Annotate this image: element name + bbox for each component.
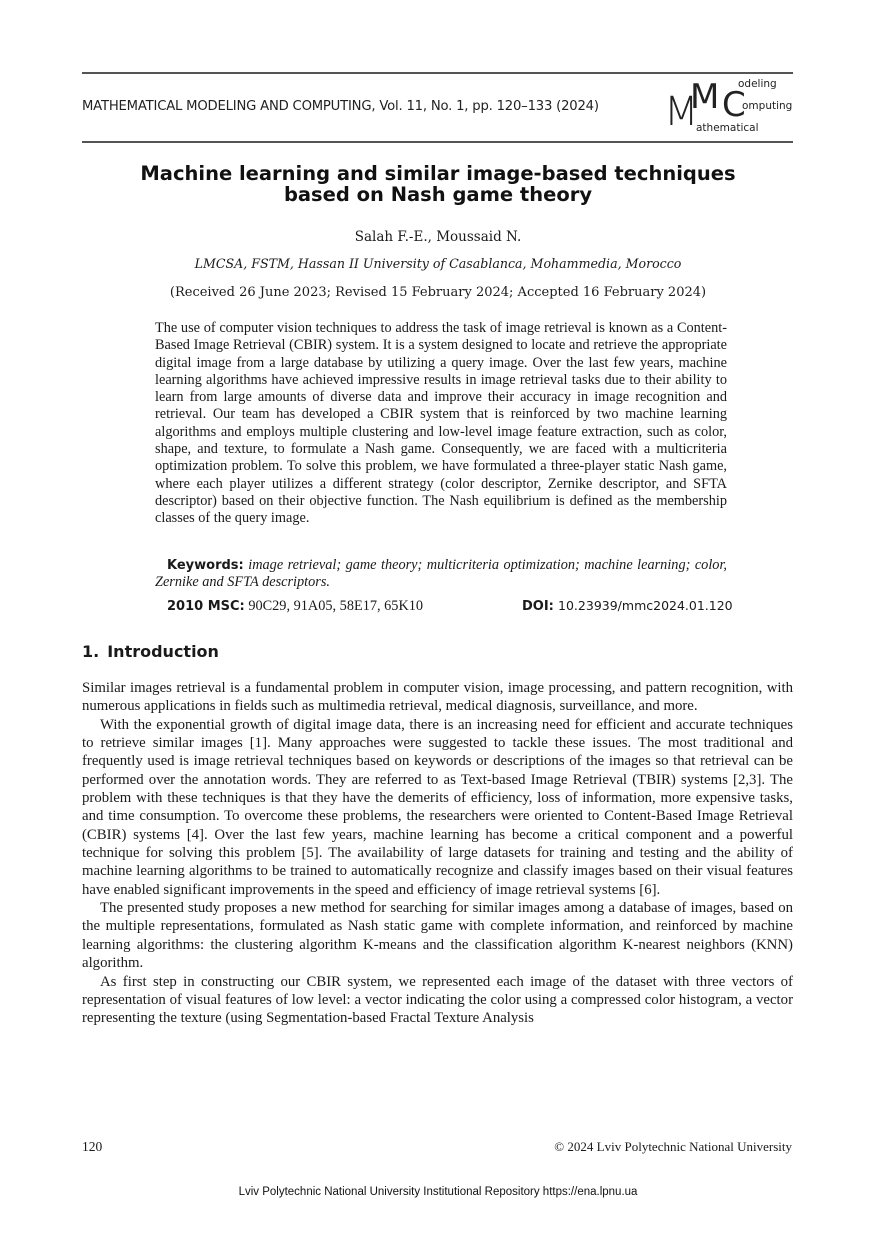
keywords-label: Keywords:	[167, 558, 244, 573]
doi-link[interactable]: 10.23939/mmc2024.01.120	[558, 598, 733, 613]
logo-word-mathematical: athematical	[696, 122, 759, 134]
paragraph: With the exponential growth of digital image data, there is an increasing need for efficient and accurate techniques to retrieve similar images [1]. Many approaches were suggested to tackle these issues. The most traditional and frequently used is image retrieval techniques based on keywords or descriptions of the images so that retrieval can be performed over the annotation words. They are referred to as Text-based Image Retrieval (TBIR) systems [2,3]. The problem with these techniques is that they have the demerits of efficiency, loss of information, more expensive tasks, and time consumption. To overcome these problems, the researchers were oriented to Content-Based Image Retrieval (CBIR) systems [4]. Over the last few years, machine learning has become a critical component and a powerful technique for solving this problem [5]. The availability of large datasets for training and testing and the ability of machine learning algorithms to be trained to automatically recognize and classify images based on their visual features have enabled significant improvements in the speed and efficiency of image retrieval systems [6].	[82, 716, 793, 898]
affiliation: LMCSA, FSTM, Hassan II University of Casablanca, Mohammedia, Morocco	[194, 256, 682, 271]
authors: Salah F.-E., Moussaid N.	[354, 229, 522, 245]
paper-title	[100, 163, 776, 205]
msc-classification	[167, 598, 423, 615]
header-bottom-rule	[82, 141, 793, 143]
msc-label: 2010 MSC:	[167, 599, 245, 614]
doi-label: DOI:	[522, 599, 554, 614]
keywords-text: image retrieval; game theory; multicriteria optimization; machine learning; color, Zernike and SFTA descriptors.	[155, 557, 727, 591]
logo-letter-c: C	[722, 85, 746, 125]
title-line-2: based on Nash game theory	[283, 183, 593, 206]
doi	[522, 598, 733, 614]
copyright-notice: © 2024 Lviv Polytechnic National University	[554, 1139, 792, 1154]
repository-watermark: Lviv Polytechnic National University Institutional Repository https://ena.lpnu.ua	[238, 1186, 638, 1198]
title-line-1: Machine learning and similar image-based techniques	[140, 162, 736, 185]
journal-citation: MATHEMATICAL MODELING AND COMPUTING, Vol. 11, No. 1, pp. 120–133 (2024)	[82, 99, 599, 114]
paragraph: Similar images retrieval is a fundamental problem in computer vision, image processing, and pattern recognition, with numerous applications in fields such as multimedia retrieval, medical diagnosis, surveillance, and more.	[82, 680, 793, 715]
logo-letter-m-large: M	[664, 89, 699, 135]
section-number: 1.	[82, 642, 100, 661]
msc-codes: 90C29, 91A05, 58E17, 65K10	[248, 598, 424, 614]
publication-dates: (Received 26 June 2023; Revised 15 February 2024; Accepted 16 February 2024)	[169, 285, 707, 300]
logo-word-computing: omputing	[742, 100, 793, 112]
page-number: 120	[82, 1139, 103, 1154]
logo-word-modeling: odeling	[738, 78, 777, 90]
keywords	[155, 557, 727, 592]
section-title: Introduction	[107, 642, 219, 661]
section-body	[82, 679, 793, 1028]
paragraph: As first step in constructing our CBIR system, we represented each image of the dataset with three vectors of representation of visual features of low level: a vector indicating the color using a compressed color histogram, a vector representing the texture (using Segmentation-based Fractal Texture Analysis	[82, 973, 793, 1027]
journal-logo	[664, 78, 794, 140]
section-heading	[82, 642, 219, 661]
logo-letter-m-upper: M	[690, 77, 720, 117]
paragraph: The presented study proposes a new method for searching for similar images among a database of images, based on the multiple representations, formulated as Nash static game with complete information, and reinforced by machine learning algorithms: the clustering algorithm K-means and the classification algorithm K-nearest neighbors (KNN) algorithm.	[82, 900, 793, 972]
header-top-rule	[82, 72, 793, 74]
abstract: The use of computer vision techniques to address the task of image retrieval is known as a Content-Based Image Retrieval (CBIR) system. It is a system designed to locate and retrieve the appropriate digital image from a large database by utilizing a query image. Over the last few years, machine learning algorithms have achieved impressive results in image retrieval tasks due to their ability to learn from large amounts of diverse data and improve their accuracy in image recognition and retrieval. Our team has developed a CBIR system that is reinforced by two machine learning algorithms and employs multiple clustering and low-level image feature extraction, such as color, shape, and texture, to formulate a Nash game. Consequently, we are faced with a multicriteria optimization problem. To solve this problem, we have formulated a three-player static Nash game, where each player utilizes a different strategy (color descriptor, Zernike descriptor, and SFTA descriptor) based on their objective function. The Nash equilibrium is defined as the membership classes of the query image.	[155, 320, 727, 527]
